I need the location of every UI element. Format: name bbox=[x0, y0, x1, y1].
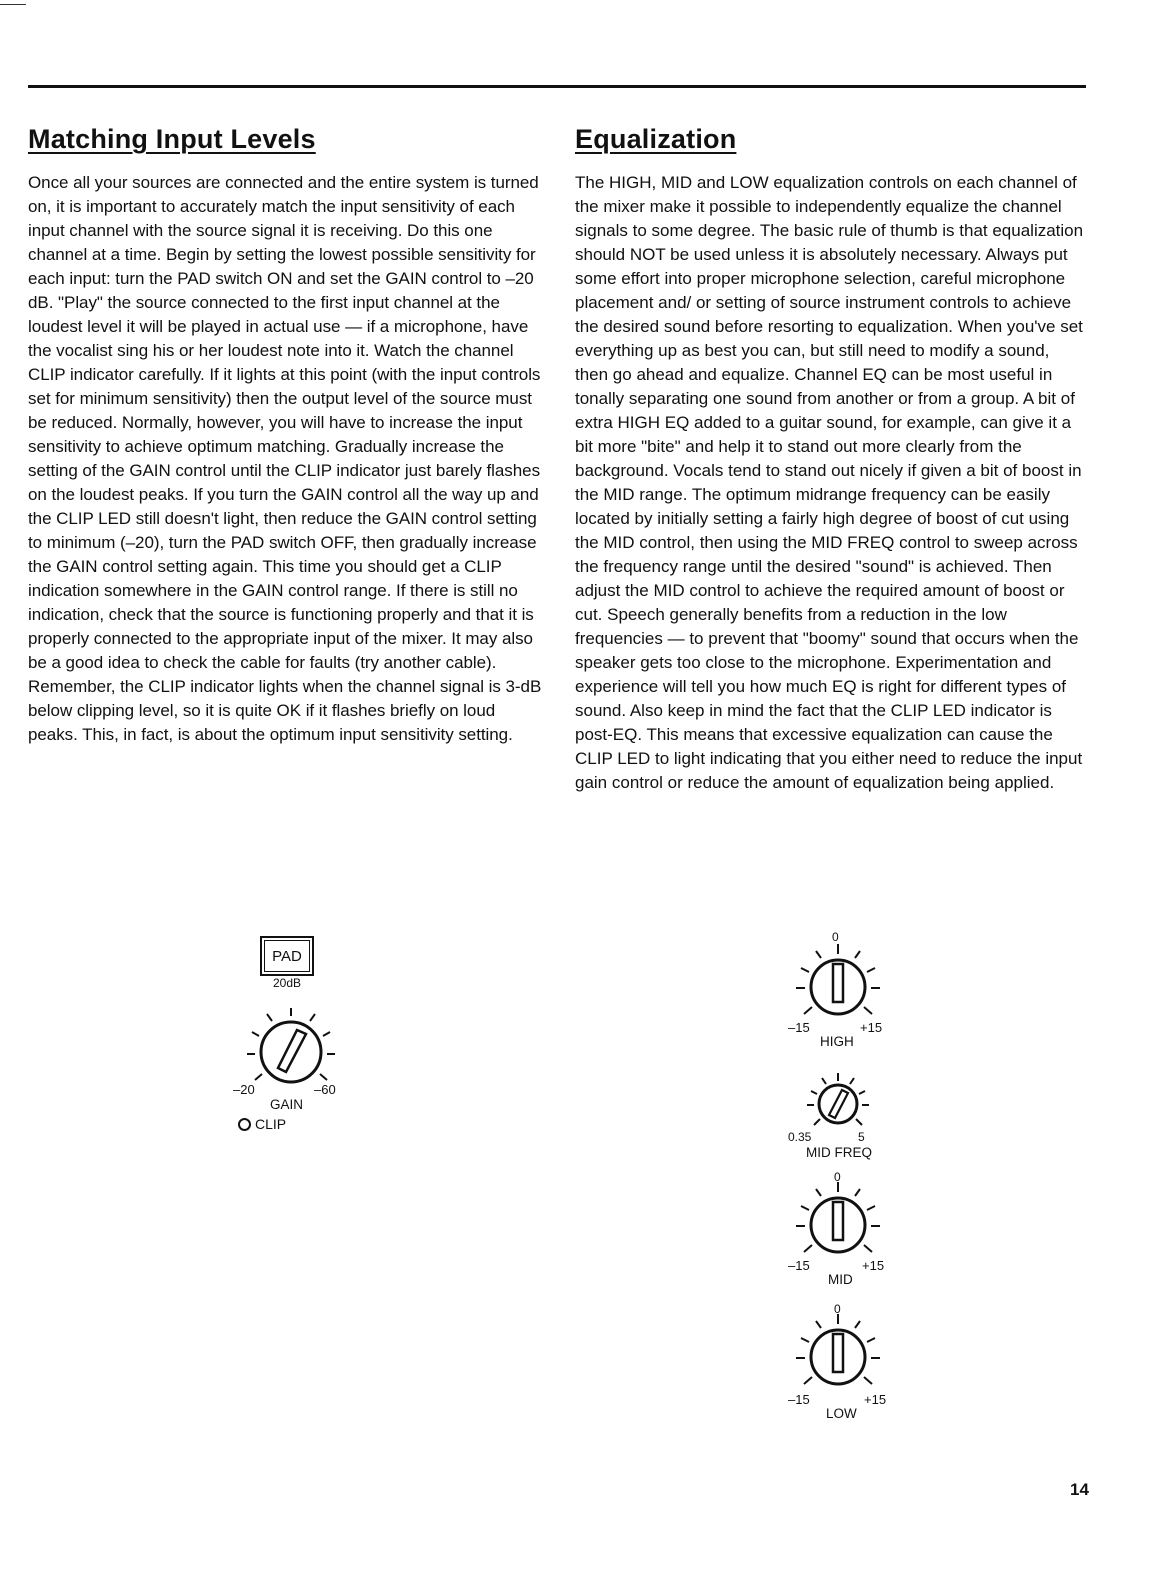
low-knob-icon bbox=[790, 1312, 890, 1402]
top-rule bbox=[28, 85, 1086, 88]
low-center-label: 0 bbox=[834, 1302, 841, 1316]
mid-title: MID bbox=[828, 1272, 853, 1287]
mid-freq-title: MID FREQ bbox=[806, 1145, 872, 1160]
high-title: HIGH bbox=[820, 1034, 854, 1049]
gain-max-label: –60 bbox=[314, 1082, 336, 1097]
matching-input-levels-section bbox=[28, 124, 548, 747]
page-number: 14 bbox=[1070, 1480, 1089, 1499]
corner-mark bbox=[0, 4, 26, 5]
low-min-label: –15 bbox=[788, 1392, 810, 1407]
mid-knob-icon bbox=[790, 1180, 890, 1270]
mid-freq-max-label: 5 bbox=[858, 1130, 865, 1144]
input-panel-figure bbox=[228, 930, 368, 1140]
high-max-label: +15 bbox=[860, 1020, 883, 1035]
clip-label: CLIP bbox=[255, 1116, 287, 1132]
low-max-label: +15 bbox=[864, 1392, 887, 1407]
mid-min-label: –15 bbox=[788, 1258, 810, 1273]
pad-switch-sublabel: 20dB bbox=[272, 976, 302, 990]
mid-freq-min-label: 0.35 bbox=[788, 1130, 812, 1144]
mid-freq-knob-icon bbox=[802, 1070, 882, 1140]
gain-title: GAIN bbox=[270, 1097, 304, 1112]
pad-switch-label: PAD bbox=[264, 940, 310, 972]
eq-panel-figure bbox=[770, 928, 910, 1428]
high-center-label: 0 bbox=[832, 930, 839, 944]
pad-switch bbox=[260, 936, 314, 976]
equalization-body: The HIGH, MID and LOW equalization controls on each channel of the mixer make it possible to independently equalize the channel signals to some degree. The basic rule of thumb is that equalization should NOT be used unless it is absolutely necessary. Always put some effort into proper microphone selection, careful microphone placement and/ or setting of source instrument controls to achieve the desired sound before resorting to equalization. When you've set everything up as best you can, but still need to modify a sound, then go ahead and equalize. Channel EQ can be most useful in tonally separating one sound from another or from a group. A bit of extra HIGH EQ added to a guitar sound, for example, can give it a bit more "bite" and help it to stand out more clearly from the background. Vocals tend to stand out nicely if given a bit of boost in the MID range. The optimum midrange frequency can be easily located by initially setting a fairly high degree of boost of cut using the MID control, then using the MID FREQ control to sweep across the frequency range until the desired "sound" is achieved. Then adjust the MID control to achieve the required amount of boost or cut. Speech generally benefits from a reduction in the low frequencies — to prevent that "boomy" sound that occurs when the speaker gets too close to the microphone. Experimentation and experience will tell you how much EQ is right for different types of sound. Also keep in mind the fact that the CLIP LED indicator is post-EQ. This means that excessive equalization can cause the CLIP LED to light indicating that you either need to reduce the input gain control or reduce the amount of equalization being applied. bbox=[575, 173, 1084, 792]
low-title: LOW bbox=[826, 1406, 857, 1421]
section-heading-equalization: Equalization bbox=[575, 124, 737, 154]
clip-led-icon bbox=[238, 1118, 251, 1131]
gain-min-label: –20 bbox=[233, 1082, 255, 1097]
high-min-label: –15 bbox=[788, 1020, 810, 1035]
equalization-section bbox=[575, 124, 1087, 795]
mid-max-label: +15 bbox=[862, 1258, 885, 1273]
section-heading-matching-input-levels: Matching Input Levels bbox=[28, 124, 316, 154]
clip-indicator bbox=[238, 1116, 286, 1132]
mid-center-label: 0 bbox=[834, 1170, 841, 1184]
matching-input-levels-body: Once all your sources are connected and the entire system is turned on, it is important to accurately match the input sensitivity of each input channel with the source signal it is receiving. Do this one channel at a time. Begin by setting the lowest possible sensitivity for each input: turn the PAD switch ON and set the GAIN control to –20 dB. "Play" the source connected to the first input channel at the loudest level it will be played in actual use — if a microphone, have the vocalist sing his or her loudest note into it. Watch the channel CLIP indicator carefully. If it lights at this point (with the input controls set for minimum sensitivity) then the output level of the source must be reduced. Normally, however, you will have to increase the input sensitivity to achieve optimum matching. Gradually increase the setting of the GAIN control until the CLIP indicator just barely flashes on the loudest peaks. If you turn the GAIN control all the way up and the CLIP LED still doesn't light, then reduce the GAIN control setting to minimum (–20), turn the PAD switch OFF, then gradually increase the GAIN control setting again. This time you should get a CLIP indication somewhere in the GAIN control range. If there is still no indication, check that the source is functioning properly and that it is properly connected to the appropriate input of the mixer. It may also be a good idea to check the cable for faults (try another cable). Remember, the CLIP indicator lights when the channel signal is 3-dB below clipping level, so it is quite OK if it flashes briefly on loud peaks. This, in fact, is about the optimum input sensitivity setting. bbox=[28, 173, 542, 744]
high-knob-icon bbox=[790, 942, 890, 1032]
